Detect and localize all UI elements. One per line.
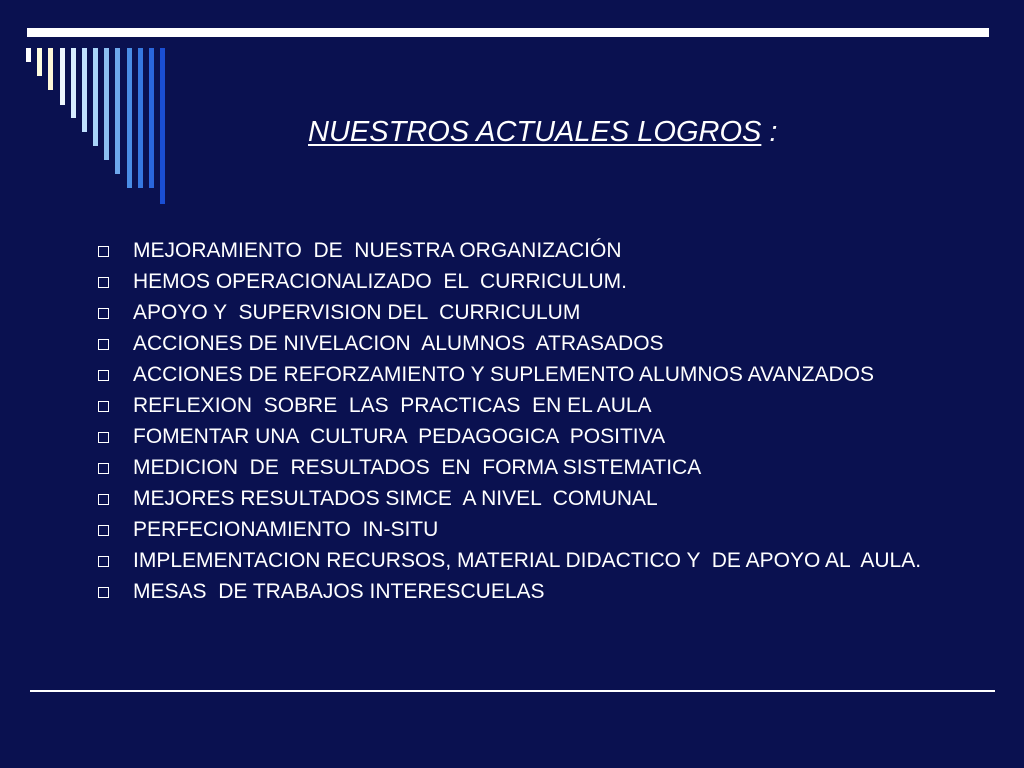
title-main: NUESTROS ACTUALES LOGROS (308, 116, 762, 148)
slide-title (308, 116, 777, 149)
decorative-stripes (0, 0, 200, 220)
square-bullet-icon (98, 277, 109, 288)
stripe (82, 48, 87, 132)
stripe (149, 48, 154, 188)
stripe (93, 48, 98, 146)
stripe (48, 48, 53, 90)
list-item-text: HEMOS OPERACIONALIZADO EL CURRICULUM. (133, 270, 627, 293)
list-item (96, 519, 996, 541)
stripe (60, 48, 65, 105)
square-bullet-icon (98, 401, 109, 412)
bottom-rule (30, 690, 995, 692)
list-item-text: APOYO Y SUPERVISION DEL CURRICULUM (133, 301, 581, 324)
list-item-text: ACCIONES DE REFORZAMIENTO Y SUPLEMENTO ALUMNOS AVANZADOS (133, 363, 874, 386)
list-item-text: ACCIONES DE NIVELACION ALUMNOS ATRASADOS (133, 332, 664, 355)
title-suffix: : (761, 116, 778, 148)
list-item-text: IMPLEMENTACION RECURSOS, MATERIAL DIDACTICO Y DE APOYO AL AULA. (133, 549, 922, 572)
stripe (127, 48, 132, 188)
list-item-text: FOMENTAR UNA CULTURA PEDAGOGICA POSITIVA (133, 425, 666, 448)
stripe (26, 48, 31, 62)
square-bullet-icon (98, 525, 109, 536)
list-item-text: PERFECIONAMIENTO IN-SITU (133, 518, 439, 541)
square-bullet-icon (98, 587, 109, 598)
list-item (96, 395, 996, 417)
list-item (96, 550, 996, 572)
stripe (37, 48, 42, 76)
list-item-text: MEJORES RESULTADOS SIMCE A NIVEL COMUNAL (133, 487, 658, 510)
list-item (96, 333, 996, 355)
square-bullet-icon (98, 494, 109, 505)
square-bullet-icon (98, 556, 109, 567)
stripe (71, 48, 76, 118)
list-item (96, 240, 996, 262)
list-item-text: MESAS DE TRABAJOS INTERESCUELAS (133, 580, 545, 603)
square-bullet-icon (98, 339, 109, 350)
list-item-text: REFLEXION SOBRE LAS PRACTICAS EN EL AULA (133, 394, 652, 417)
list-item (96, 302, 996, 324)
square-bullet-icon (98, 370, 109, 381)
achievements-list (96, 240, 996, 612)
stripe (115, 48, 120, 174)
list-item (96, 581, 996, 603)
list-item (96, 488, 996, 510)
list-item-text: MEJORAMIENTO DE NUESTRA ORGANIZACIÓN (133, 239, 622, 262)
list-item (96, 271, 996, 293)
square-bullet-icon (98, 463, 109, 474)
stripe (104, 48, 109, 160)
list-item-text: MEDICION DE RESULTADOS EN FORMA SISTEMATICA (133, 456, 702, 479)
stripe (138, 48, 143, 188)
square-bullet-icon (98, 432, 109, 443)
list-item (96, 426, 996, 448)
stripe (160, 48, 165, 204)
list-item (96, 457, 996, 479)
list-item (96, 364, 996, 386)
square-bullet-icon (98, 308, 109, 319)
square-bullet-icon (98, 246, 109, 257)
